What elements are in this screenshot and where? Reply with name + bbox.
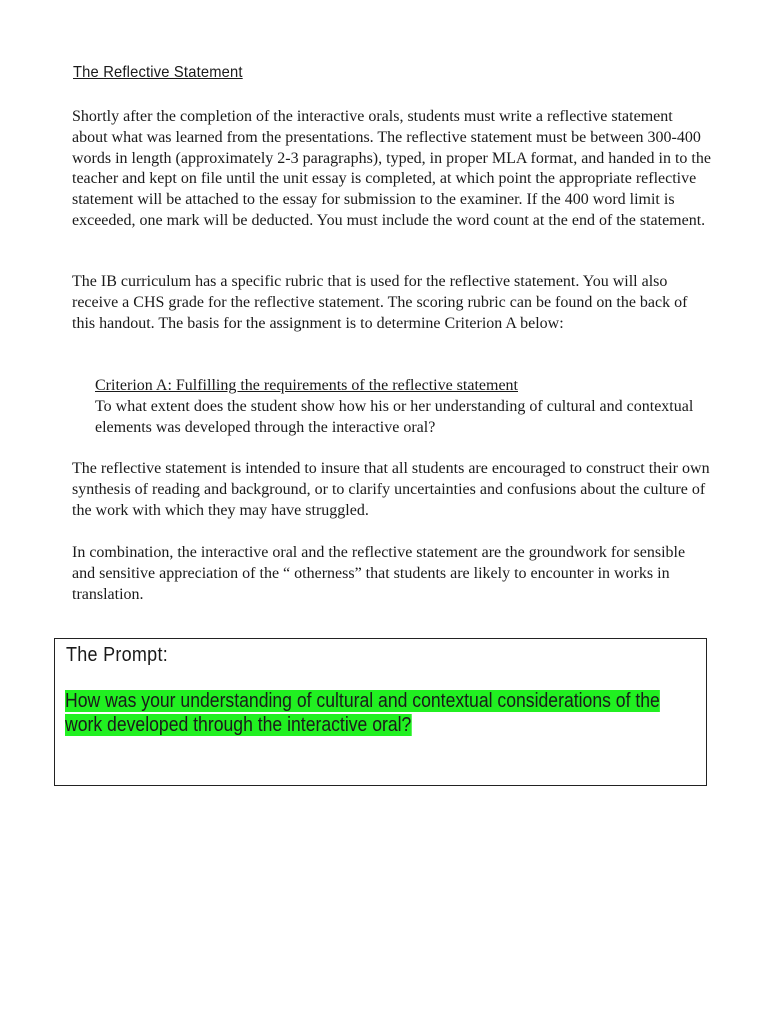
prompt-title: The Prompt: xyxy=(66,644,169,666)
purpose-paragraph: The reflective statement is intended to insure that all students are encouraged to construct their own synthesis of reading and background, or to clarify uncertainties and confusions about the culture of the work with which they may have struggled. xyxy=(72,460,710,519)
criterion-title: Criterion A: Fulfilling the requirements of the reflective statement xyxy=(95,377,518,394)
criterion-block xyxy=(95,376,715,438)
criterion-question: To what extent does the student show how his or her understanding of cultural and contextual elements was developed through the interactive oral? xyxy=(95,397,694,436)
rubric-paragraph: The IB curriculum has a specific rubric that is used for the reflective statement. You will also receive a CHS grade for the reflective statement. The scoring rubric can be found on the back of this handout. The basis for the assignment is to determine Criterion A below: xyxy=(72,273,688,332)
document-heading: The Reflective Statement xyxy=(73,64,243,81)
intro-paragraph: Shortly after the completion of the interactive orals, students must write a reflective statement about what was learned from the presentations. The reflective statement must be between 300-400 words in length (approximately 2-3 paragraphs), typed, in proper MLA format, and handed in to the teacher and kept on file until the unit essay is completed, at which point the appropriate reflective statement will be attached to the essay for submission to the examiner. If the 400 word limit is exceeded, one mark will be deducted. You must include the word count at the end of the statement. xyxy=(72,108,711,229)
combination-paragraph: In combination, the interactive oral and the reflective statement are the groundwork for sensible and sensitive appreciation of the “ otherness” that students are likely to encounter in works in translation. xyxy=(72,544,686,603)
prompt-question xyxy=(65,689,681,737)
prompt-box xyxy=(54,638,707,786)
prompt-question-highlight: How was your understanding of cultural and contextual considerations of the work developed through the interactive oral? xyxy=(65,690,660,736)
